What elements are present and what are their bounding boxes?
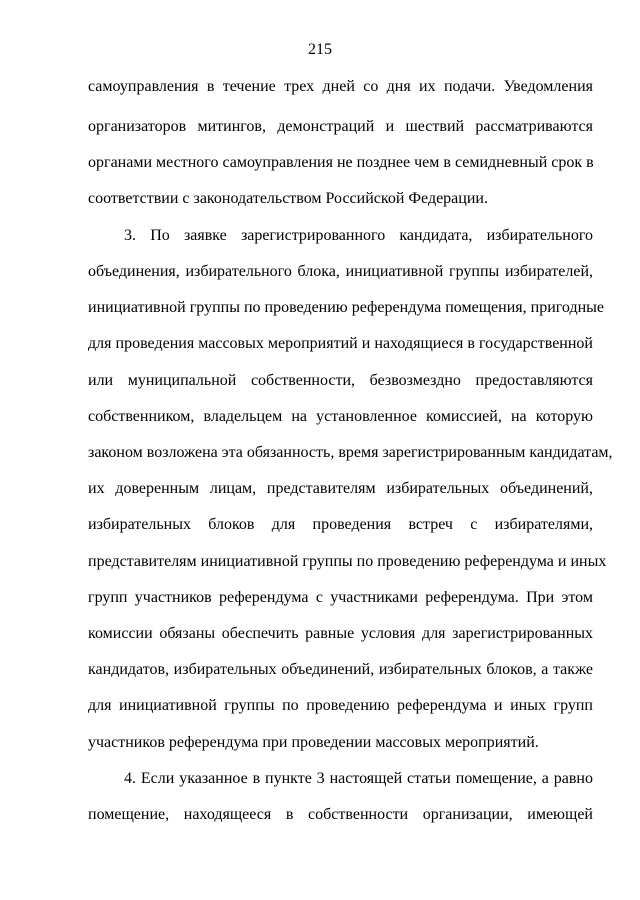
text-line: объединения, избирательного блока, инициативной группы избирателей, <box>88 263 593 280</box>
text-line: избирательных блоков для проведения встреч с избирателями, <box>88 516 593 533</box>
text-line: для проведения массовых мероприятий и находящиеся в государственной <box>88 335 593 352</box>
text-line: соответствии с законодательством Российской Федерации. <box>88 190 488 207</box>
text-line: для инициативной группы по проведению референдума и иных групп <box>88 697 593 714</box>
text-line: организаторов митингов, демонстраций и шествий рассматриваются <box>88 118 593 135</box>
text-line: представителям инициативной группы по проведению референдума и иных <box>88 553 607 570</box>
text-line: помещение, находящееся в собственности организации, имеющей <box>88 806 593 823</box>
paragraph-3-first-line: 3. По заявке зарегистрированного кандидата, избирательного <box>124 227 593 244</box>
text-line: кандидатов, избирательных объединений, избирательных блоков, а также <box>88 661 593 678</box>
paragraph-4-first-line: 4. Если указанное в пункте 3 настоящей статьи помещение, а равно <box>124 770 593 787</box>
text-line: инициативной группы по проведению референдума помещения, пригодные <box>88 299 605 316</box>
text-line: самоуправления в течение трех дней со дня их подачи. Уведомления <box>88 78 593 95</box>
text-line: законом возложена эта обязанность, время зарегистрированным кандидатам, <box>88 444 613 461</box>
text-line: участников референдума при проведении массовых мероприятий. <box>88 734 539 751</box>
text-line: их доверенным лицам, представителям избирательных объединений, <box>88 480 593 497</box>
page-number: 215 <box>308 41 332 58</box>
text-line: комиссии обязаны обеспечить равные условия для зарегистрированных <box>88 625 593 642</box>
text-line: групп участников референдума с участниками референдума. При этом <box>88 589 593 606</box>
text-line: органами местного самоуправления не позднее чем в семидневный срок в <box>88 154 594 171</box>
text-line: собственником, владельцем на установленное комиссией, на которую <box>88 408 593 425</box>
text-line: или муниципальной собственности, безвозмездно предоставляются <box>88 372 593 389</box>
